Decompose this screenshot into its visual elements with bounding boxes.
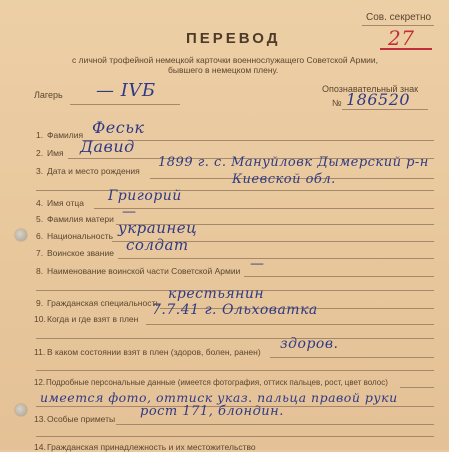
- field-4-value: Григорий: [108, 188, 182, 204]
- field-11-underline-2: [36, 370, 434, 371]
- field-11-label: В каком состоянии взят в плен (здоров, болен, ранен): [47, 347, 261, 357]
- field-6-label: Национальность: [47, 231, 114, 241]
- field-4-underline: [94, 208, 434, 209]
- field-9-num: 9.: [36, 298, 44, 308]
- field-12-underline: [400, 387, 434, 388]
- field-7-value: солдат: [126, 236, 189, 254]
- field-5-value: —: [122, 204, 137, 220]
- camp-value: — IVБ: [96, 80, 156, 101]
- field-8-underline: [244, 276, 434, 277]
- id-tag-label: Опознавательный знак: [322, 84, 419, 94]
- field-9-label: Гражданская специальность: [47, 298, 160, 308]
- page-subtitle-line1: с личной трофейной немецкой карточки военнослужащего Советской Армии,: [72, 55, 379, 65]
- id-tag-prefix: №: [332, 98, 342, 108]
- field-13-underline-2: [36, 436, 434, 437]
- field-7-underline: [118, 258, 434, 259]
- field-3-underline-2: [36, 190, 434, 191]
- id-tag-value: 186520: [346, 90, 411, 109]
- field-4-label: Имя отца: [47, 198, 84, 208]
- field-11-underline: [270, 357, 434, 358]
- punch-hole-top: [15, 229, 27, 241]
- field-12-value: имеется фото, оттиск указ. пальца правой руки: [40, 390, 398, 405]
- field-3-value-line2: Киевской обл.: [232, 172, 336, 187]
- field-6-num: 6.: [36, 231, 44, 241]
- camp-underline: [70, 104, 180, 105]
- field-10-underline-2: [36, 338, 434, 339]
- field-13-underline: [116, 424, 434, 425]
- field-7-num: 7.: [36, 248, 44, 258]
- field-13-num: 13.: [34, 414, 46, 424]
- field-3-num: 3.: [36, 166, 44, 176]
- id-tag-underline: [342, 109, 428, 110]
- field-2-num: 2.: [36, 148, 44, 158]
- field-11-value: здоров.: [280, 336, 339, 352]
- field-5-label: Фамилия матери: [47, 214, 114, 224]
- field-1-value: Феськ: [92, 118, 145, 137]
- field-10-underline: [146, 324, 434, 325]
- field-8-value: —: [250, 256, 265, 272]
- field-4-num: 4.: [36, 198, 44, 208]
- field-3-label: Дата и место рождения: [47, 166, 140, 176]
- document-number-underline: [380, 48, 432, 50]
- camp-label: Лагерь: [34, 90, 63, 100]
- field-8-num: 8.: [36, 266, 44, 276]
- classification-stamp: Сов. секретно: [366, 12, 432, 23]
- field-13-label: Особые приметы: [47, 414, 116, 424]
- field-6-value: украинец: [118, 219, 198, 237]
- field-14-label: Гражданская принадлежность и их местожительство: [47, 442, 256, 452]
- document-number: 27: [388, 26, 415, 50]
- field-2-value: Давид: [80, 137, 135, 156]
- field-11-num: 11.: [34, 347, 46, 357]
- field-7-label: Воинское звание: [47, 248, 114, 258]
- field-14-num: 14.: [34, 442, 46, 452]
- field-3-value: 1899 г. с. Мануйловк Дымерский р-н: [158, 155, 429, 170]
- field-1-label: Фамилия: [47, 130, 84, 140]
- page-subtitle-line2: бывшего в немецком плену.: [168, 65, 279, 75]
- field-10-value: 7.7.41 г. Ольховатка: [152, 302, 318, 318]
- field-9-value: крестьянин: [168, 286, 265, 302]
- field-10-label: Когда и где взят в плен: [47, 314, 139, 324]
- field-12-label: Подробные персональные данные (имеется фотография, оттиск пальцев, рост, цвет волос): [46, 378, 388, 387]
- field-1-num: 1.: [36, 130, 44, 140]
- field-5-num: 5.: [36, 214, 44, 224]
- field-13-value: рост 171, блондин.: [140, 404, 284, 419]
- field-10-num: 10.: [34, 314, 46, 324]
- field-8-label: Наименование воинской части Советской Армии: [47, 266, 241, 276]
- field-2-label: Имя: [47, 148, 64, 158]
- page-title: ПЕРЕВОД: [186, 30, 281, 47]
- field-12-num: 12.: [34, 378, 46, 387]
- punch-hole-bottom: [15, 404, 27, 416]
